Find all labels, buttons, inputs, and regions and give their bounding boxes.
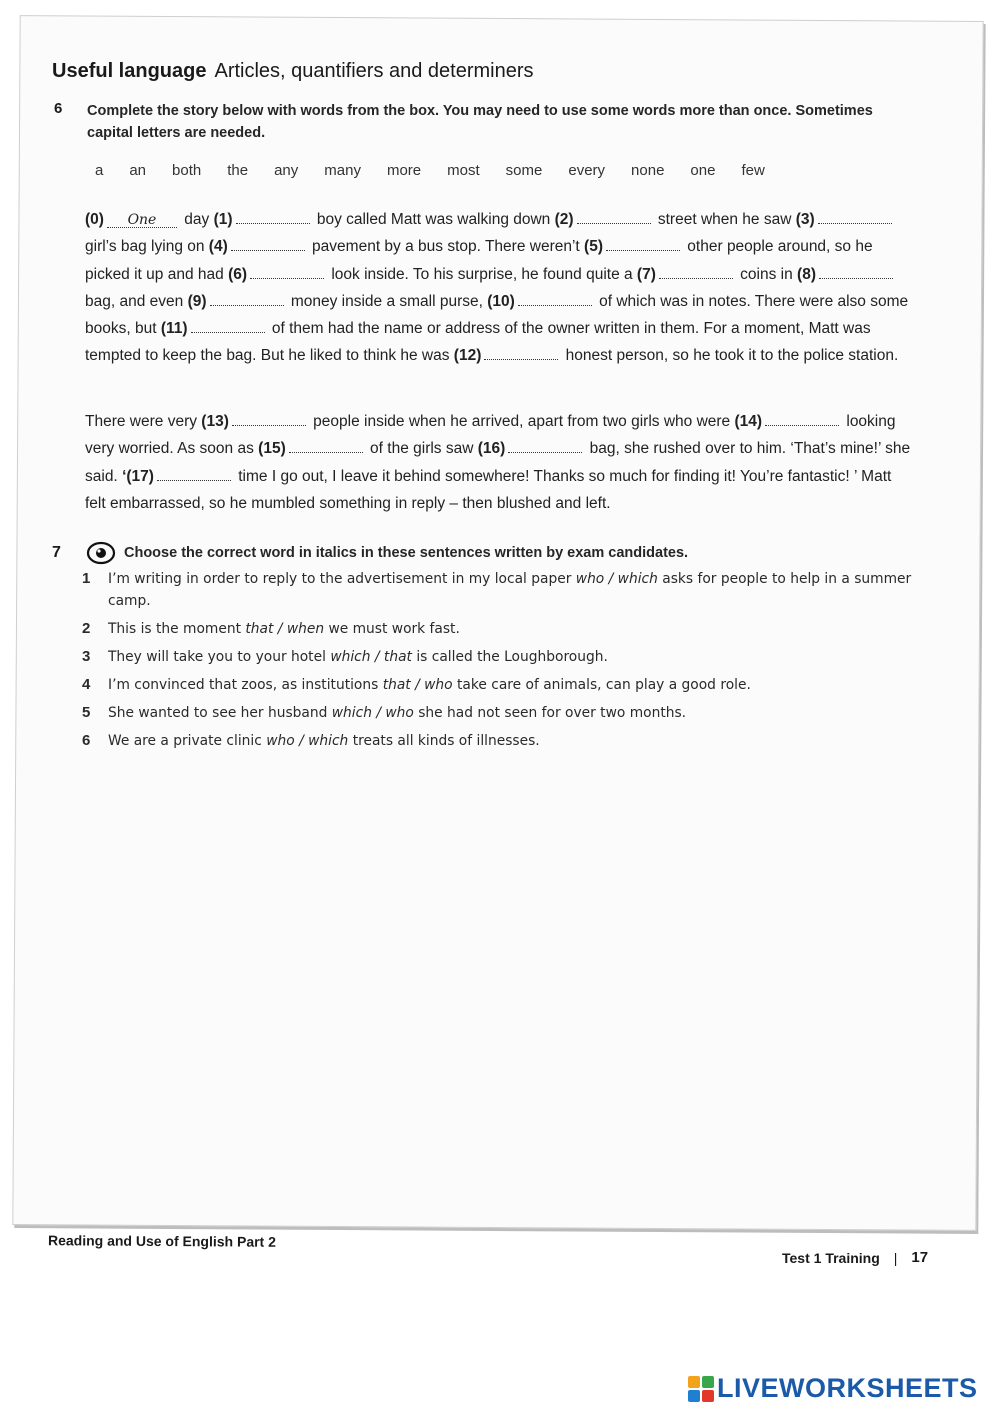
sentence-text: This is the moment: [108, 621, 246, 637]
gap-number: (2): [554, 211, 574, 228]
exercise-7-instruction: Choose the correct word in italics in these sentences written by exam candidates.: [124, 545, 689, 561]
answer-blank[interactable]: [232, 413, 306, 426]
answer-blank[interactable]: [236, 211, 310, 224]
story-text: looking very worried. As soon as: [85, 413, 896, 458]
page-number: 17: [911, 1249, 929, 1266]
exercise-7-sentences: [82, 568, 922, 758]
sentence-text: she had not seen for over two months.: [413, 705, 687, 721]
footer-section-title: Reading and Use of English Part 2: [47, 1232, 276, 1250]
heading-subtitle: Articles, quantifiers and determiners: [214, 60, 534, 82]
italic-choice[interactable]: who / which: [266, 733, 349, 749]
logo-square: [688, 1376, 700, 1388]
gap-number: (8): [797, 265, 816, 283]
answer-blank[interactable]: [250, 266, 324, 279]
gap-number: (16): [477, 440, 506, 458]
story-paragraph-2: [85, 408, 915, 517]
sentence-text: I’m writing in order to reply to the advertisement in my local paper: [108, 571, 576, 587]
box-word: the: [227, 162, 249, 179]
sentence-item: [82, 730, 922, 752]
exercise-6-number: 6: [54, 100, 63, 117]
gap-number: (0): [85, 211, 104, 228]
story-text: time I go out, I leave it behind somewhere! Thanks so much for finding it! You’re fantastic! ’ Matt felt embarrassed, so he mumbled something in reply – then blushed and left.: [85, 467, 892, 512]
footer-page-info: [782, 1249, 928, 1266]
sentence-text: asks for people to help in a summer camp.: [108, 571, 912, 609]
brand-wordmark: LIVEWORKSHEETS: [717, 1373, 978, 1403]
exam-candidate-eye-icon: [86, 541, 116, 565]
answer-blank[interactable]: [191, 320, 265, 333]
box-word: one: [690, 162, 716, 179]
answer-blank[interactable]: [765, 413, 839, 426]
exercise-6-instruction: Complete the story below with words from the box. You may need to use some words more than once. Sometimes capital letters are needed.: [87, 103, 873, 141]
paragraph-intro: There were very: [85, 413, 202, 430]
sentence-text: we must work fast.: [324, 621, 460, 637]
sentence-text: is called the Loughborough.: [411, 649, 608, 665]
answer-blank[interactable]: [484, 347, 558, 360]
sentence-text: I’m convinced that zoos, as institutions: [108, 677, 383, 693]
answer-blank[interactable]: [231, 238, 305, 251]
exercise-7-header: [52, 541, 688, 565]
sentence-number: 4: [82, 676, 91, 693]
box-word: more: [386, 162, 422, 179]
gap-number: (10): [487, 292, 515, 310]
gap-number: (3): [795, 211, 815, 228]
story-text: bag, and even: [85, 292, 188, 310]
gap-number: (11): [160, 320, 188, 338]
sentence-number: 6: [82, 732, 91, 749]
sentence-text: She wanted to see her husband: [108, 705, 332, 721]
answer-blank[interactable]: [818, 211, 892, 224]
sentence-item: [82, 568, 922, 612]
story-text: of which was in notes. There were also some books, but: [85, 292, 909, 338]
story-text: look inside. To his surprise, he found quite a: [327, 265, 637, 283]
footer-separator: |: [893, 1249, 898, 1266]
sentence-item: [82, 702, 922, 724]
box-word: most: [447, 162, 480, 179]
gap-number: (15): [258, 440, 286, 458]
box-word: some: [505, 162, 543, 179]
sentence-item: [82, 674, 922, 696]
story-text: people inside when he arrived, apart from two girls who were: [308, 413, 735, 430]
sentence-text: They will take you to your hotel: [108, 649, 331, 665]
gap-number: (4): [208, 238, 228, 256]
heading-bold: Useful language: [52, 60, 207, 82]
sentence-number: 3: [82, 648, 91, 665]
story-text: day: [179, 211, 214, 228]
footer-test-label: Test 1 Training: [782, 1249, 880, 1266]
sentence-item: [82, 618, 922, 640]
liveworksheets-brand[interactable]: [688, 1373, 978, 1404]
gap-number: ‘(17): [122, 467, 154, 485]
answer-blank[interactable]: [819, 266, 893, 279]
sentence-number: 5: [82, 704, 91, 721]
box-word: a: [95, 162, 104, 179]
italic-choice[interactable]: that / when: [245, 621, 325, 637]
liveworksheets-logo-icon: [688, 1376, 714, 1402]
story-text: honest person, so he took it to the police station.: [561, 347, 899, 365]
gap-number: (9): [187, 292, 207, 310]
box-word: few: [741, 162, 765, 179]
word-box: [95, 162, 835, 179]
answer-blank[interactable]: [518, 293, 592, 306]
story-text: girl’s bag lying on: [85, 238, 209, 256]
gap-number: (12): [453, 347, 482, 365]
italic-choice[interactable]: which / that: [330, 649, 412, 665]
answer-blank[interactable]: [606, 238, 680, 251]
box-word: every: [568, 162, 606, 179]
gap-number: (1): [213, 211, 233, 228]
logo-square: [688, 1390, 700, 1402]
sentence-item: [82, 646, 922, 668]
answer-blank[interactable]: [210, 293, 284, 306]
box-word: both: [172, 162, 202, 179]
answer-blank[interactable]: [508, 440, 582, 453]
answer-blank[interactable]: [289, 440, 363, 453]
gap-number: (5): [584, 238, 603, 256]
story-text: other people around, so he picked it up and had: [85, 238, 873, 283]
sentence-text: We are a private clinic: [108, 733, 267, 749]
story-text: pavement by a bus stop. There weren’t: [307, 238, 585, 256]
story-text: street when he saw: [653, 211, 796, 228]
italic-choice[interactable]: which / who: [331, 705, 414, 721]
story-text: bag, she rushed over to him. ‘That’s mine!’ she said.: [85, 440, 911, 485]
story-paragraph-1: [85, 206, 915, 370]
gap-number: (14): [734, 413, 763, 430]
answer-blank[interactable]: [659, 266, 733, 279]
box-word: many: [324, 162, 361, 179]
sentence-number: 1: [82, 570, 91, 587]
story-text: of the girls saw: [365, 440, 478, 458]
gap-number: (7): [636, 265, 656, 283]
gap-number: (13): [201, 413, 229, 430]
italic-choice[interactable]: who / which: [575, 571, 658, 587]
box-word: none: [631, 162, 665, 179]
story-text: money inside a small purse,: [286, 292, 488, 310]
sentence-text: treats all kinds of illnesses.: [348, 733, 540, 749]
sentence-text: take care of animals, can play a good role.: [452, 677, 751, 693]
example-answer: One: [107, 213, 177, 228]
italic-choice[interactable]: that / who: [382, 677, 453, 693]
story-text: boy called Matt was walking down: [312, 211, 555, 228]
answer-blank[interactable]: [157, 468, 231, 481]
story-text: coins in: [735, 265, 798, 283]
answer-blank[interactable]: [577, 211, 651, 224]
gap-number: (6): [228, 265, 248, 283]
box-word: an: [129, 162, 147, 179]
sentence-number: 2: [82, 620, 91, 637]
logo-square: [702, 1390, 714, 1402]
box-word: any: [274, 162, 299, 179]
exercise-7-number: 7: [52, 544, 61, 561]
logo-square: [702, 1376, 714, 1388]
story-text: of them had the name or address of the owner written in them. For a moment, Matt was tempted to keep the bag. But he liked to think he was: [85, 320, 871, 365]
section-heading: [52, 60, 534, 83]
